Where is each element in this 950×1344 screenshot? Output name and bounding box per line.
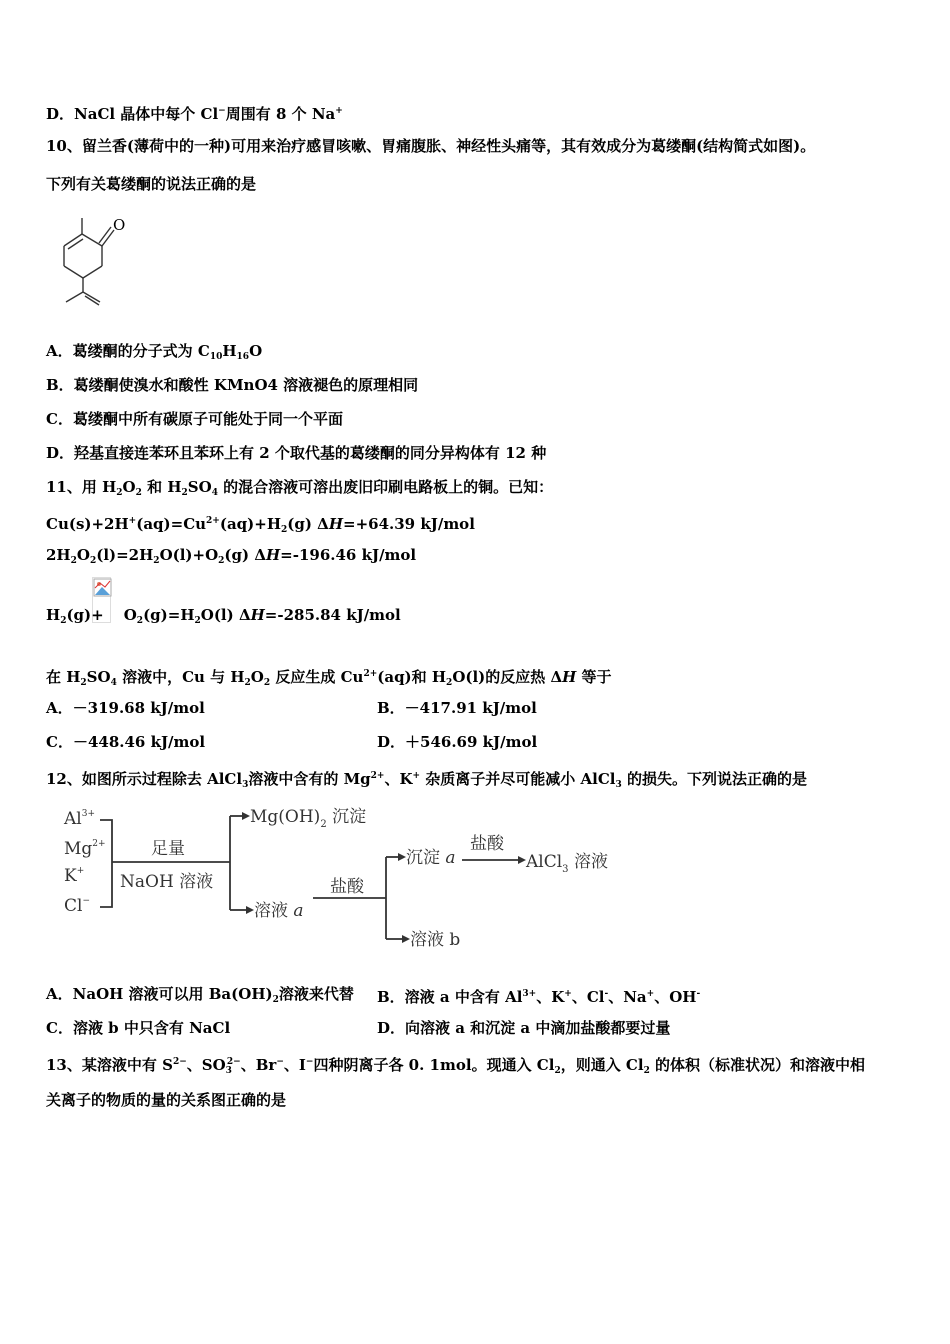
carvone-structure (50, 212, 140, 310)
q10-option-d: D．羟基直接连苯环且苯环上有 2 个取代基的葛缕酮的同分异构体有 12 种 (46, 444, 547, 462)
ion-al: $Al^{3+}$ (64, 809, 95, 829)
q11-question: 在 $H_2SO_4$ 溶液中，Cu 与 $H_2O_2$ 反应生成 $Cu^{2+}(aq)$和 $H_2O(l)$的反应热 ΔH 等于 (46, 668, 612, 688)
oxygen-atom-label: O (113, 216, 126, 234)
q10-stem-line2: 下列有关葛缕酮的说法正确的是 (46, 175, 257, 193)
q9-option-d: D．NaCl 晶体中每个 Cl−周围有 8 个 Na+ (46, 105, 343, 123)
reagent-bottom-label: NaOH 溶液 (120, 872, 214, 892)
purification-flowchart (60, 800, 630, 950)
ring-bond (82, 234, 102, 246)
q10-stem-line1: 10、留兰香(薄荷中的一种)可用来治疗感冒咳嗽、胃痛腹胀、神经性头痛等，其有效成分为葛缕酮(结构简式如图)。 (46, 137, 816, 155)
ion-k: K+ (64, 866, 85, 886)
hcl-label-2: 盐酸 (470, 834, 504, 854)
alcl3-product-label: AlCl$_3$ 溶液 (526, 852, 608, 875)
q11-equation-2: $2H_2O_2(l)=2H_2O(l)+O_2(g)$ ΔH=-196.46 kJ/mol (46, 546, 417, 566)
mg-oh-precipitate-label: $Mg(OH)_2$ 沉淀 (250, 807, 367, 830)
precipitate-a-label: 沉淀 a (406, 848, 456, 868)
ring-bond (83, 266, 102, 278)
ring-double-bond-inner (68, 239, 83, 249)
q12-option-b: B．溶液 a 中含有 $Al^{3+}$、K+、Cl-、Na+、OH- (377, 988, 701, 1006)
q11-option-a: A．－319.68 kJ/mol (46, 699, 205, 717)
q13-stem-line2: 关离子的物质的量的关系图正确的是 (46, 1091, 287, 1109)
carbonyl-bond-2 (99, 227, 111, 243)
q10-option-b: B．葛缕酮使溴水和酸性 KMnO4 溶液褪色的原理相同 (46, 376, 419, 394)
q12-option-c: C．溶液 b 中只含有 NaCl (46, 1019, 231, 1037)
reagent-top-label: 足量 (151, 839, 185, 859)
q10-option-c: C．葛缕酮中所有碳原子可能处于同一个平面 (46, 410, 343, 428)
arrowhead (518, 856, 526, 864)
ring-bond (64, 266, 83, 278)
q11-option-c: C．－448.46 kJ/mol (46, 733, 206, 751)
q11-option-d: D．＋546.69 kJ/mol (377, 733, 538, 751)
q11-equation-3: $H_2(g)+ O_2(g)=H_2O(l)$ ΔH=-285.84 kJ/mol (46, 606, 401, 626)
q12-option-a: A．NaOH 溶液可以用 $Ba(OH)_2$溶液来代替 (46, 985, 354, 1005)
ring-double-bond (64, 234, 82, 246)
q11-equation-1: $Cu(s)+2H^+(aq)=Cu^{2+}(aq)+H_2(g)$ ΔH=+64.39 kJ/mol (46, 515, 475, 535)
ion-cl: Cl− (64, 896, 90, 916)
solution-b-label: 溶液 b (410, 930, 461, 950)
ion-bracket (100, 820, 112, 907)
q11-stem: 11、用 $H_2O_2$ 和 $H_2SO_4$ 的混合溶液可溶出废旧印刷电路板上的铜。已知： (46, 478, 554, 498)
hcl-label-1: 盐酸 (330, 877, 364, 897)
arrowhead (242, 812, 250, 820)
broken-image-icon (93, 578, 112, 598)
isopropenyl-methyl (66, 292, 83, 302)
q12-option-d: D．向溶液 a 和沉淀 a 中滴加盐酸都要过量 (377, 1019, 671, 1037)
ion-mg: $Mg^{2+}$ (64, 839, 106, 859)
solution-a-label: 溶液 a (254, 901, 304, 921)
arrowhead (398, 853, 406, 861)
arrowhead (246, 906, 254, 914)
arrowhead (402, 935, 410, 943)
q13-stem-line1: 13、某溶液中有 $S^{2-}$、$SO_3^{2-}$、Br−、I−四种阴离子各 0. 1mol。现通入 $Cl_2$，则通入 $Cl_2$ 的体积（标准状况）和溶液中相 (46, 1056, 866, 1076)
q11-option-b: B．－417.91 kJ/mol (377, 699, 537, 717)
q10-option-a: A．葛缕酮的分子式为 $C_{10}H_{16}O$ (46, 342, 263, 362)
q12-stem: 12、如图所示过程除去 AlCl$_3$溶液中含有的 $Mg^{2+}$、K+ 杂质离子并尽可能减小 AlCl$_3$ 的损失。下列说法正确的是 (46, 770, 807, 790)
